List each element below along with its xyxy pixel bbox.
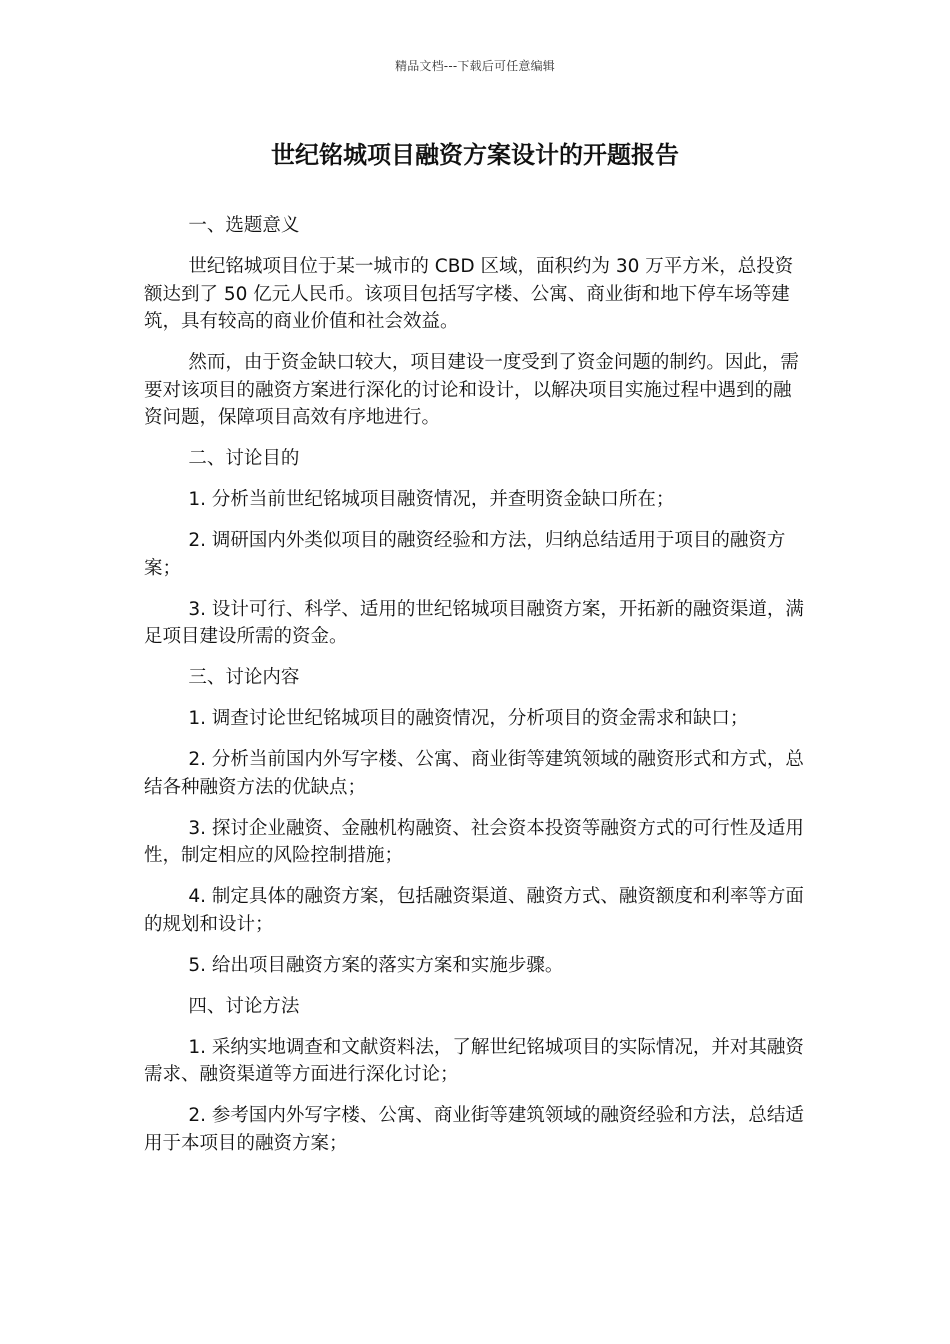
list-item: 1. 分析当前世纪铭城项目融资情况，并查明资金缺口所在； (188, 489, 675, 510)
section-heading-purpose: 二、讨论目的 (188, 448, 300, 469)
document-body (144, 212, 808, 1171)
paragraph: 世纪铭城项目位于某一城市的 CBD 区域，面积约为 30 万平方米，总投资额达到了 50 亿元人民币。该项目包括写字楼、公寓、商业街和地下停车场等建筑，具有较高的商业价值和社会效益。 (144, 256, 794, 332)
section-heading-method: 四、讨论方法 (188, 995, 300, 1017)
list-item: 1. 采纳实地调查和文献资料法，了解世纪铭城项目的实际情况，并对其融资需求、融资渠道等方面进行深化讨论； (144, 1036, 804, 1085)
list-item: 2. 参考国内外写字楼、公寓、商业街等建筑领域的融资经验和方法，总结适用于本项目的融资方案； (144, 1105, 804, 1154)
list-item: 5. 给出项目融资方案的落实方案和实施步骤。 (188, 954, 564, 976)
section-heading-content: 三、讨论内容 (188, 667, 300, 688)
list-item: 4. 制定具体的融资方案，包括融资渠道、融资方式、融资额度和利率等方面的规划和设计； (144, 886, 804, 935)
list-item: 1. 调查讨论世纪铭城项目的融资情况，分析项目的资金需求和缺口； (188, 708, 749, 729)
list-item: 2. 调研国内外类似项目的融资经验和方法，归纳总结适用于项目的融资方案； (144, 530, 786, 579)
list-item: 2. 分析当前国内外写字楼、公寓、商业街等建筑领域的融资形式和方式，总结各种融资方法的优缺点； (144, 749, 804, 798)
document-title: 世纪铭城项目融资方案设计的开题报告 (271, 141, 679, 169)
section-heading-significance: 一、选题意义 (188, 215, 300, 236)
page-header: 精品文档---下载后可任意编辑 (395, 59, 555, 73)
paragraph: 然而，由于资金缺口较大，项目建设一度受到了资金问题的制约。因此，需要对该项目的融资方案进行深化的讨论和设计，以解决项目实施过程中遇到的融资问题，保障项目高效有序地进行。 (144, 352, 799, 428)
list-item: 3. 探讨企业融资、金融机构融资、社会资本投资等融资方式的可行性及适用性，制定相应的风险控制措施； (144, 817, 804, 866)
list-item: 3. 设计可行、科学、适用的世纪铭城项目融资方案，开拓新的融资渠道，满足项目建设所需的资金。 (144, 598, 804, 647)
